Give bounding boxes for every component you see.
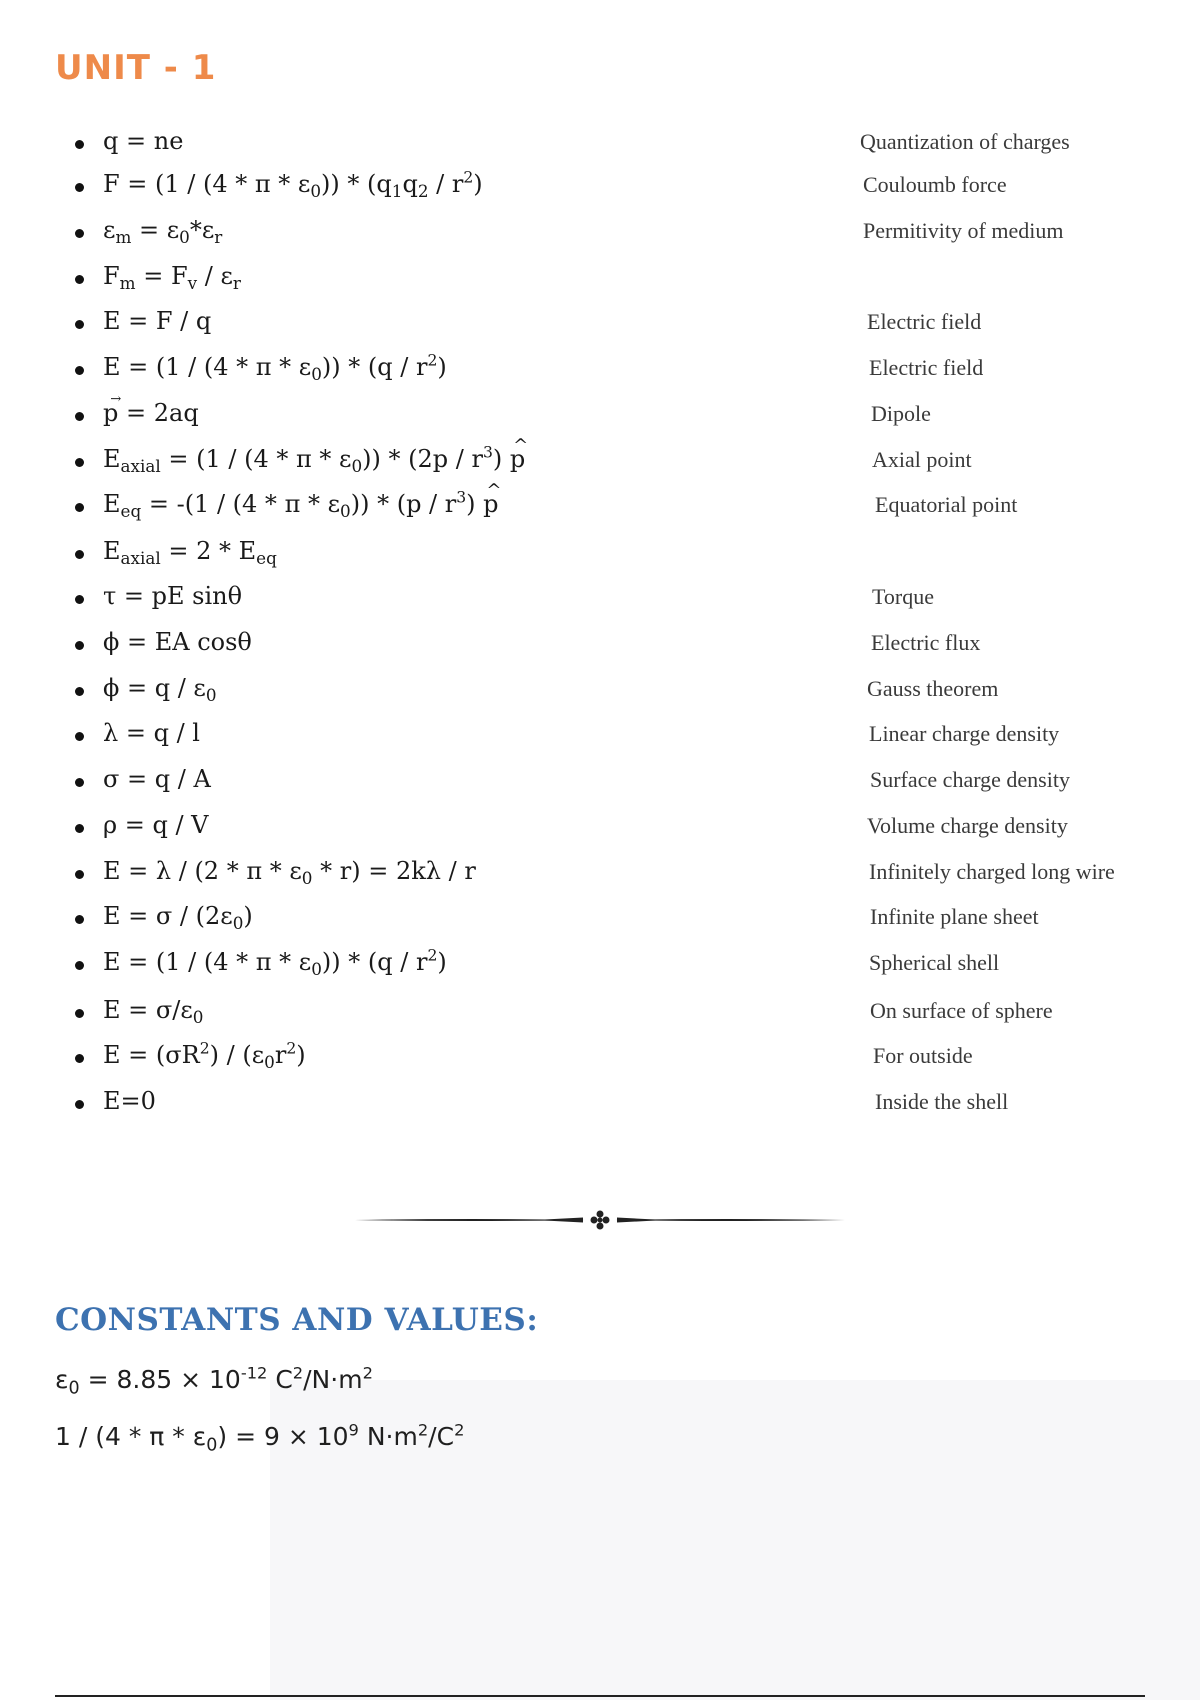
formula-description: Volume charge density (867, 813, 1068, 838)
bullet-icon (75, 687, 84, 696)
formula-row (75, 717, 1135, 757)
formula: $E = \sigma/\varepsilon_0$ (103, 996, 204, 1028)
formula-description: Axial point (872, 447, 972, 472)
formula-row (75, 1085, 1135, 1125)
formula-row (75, 672, 1135, 712)
formula-description: Electric flux (871, 630, 981, 655)
bullet-icon (75, 1054, 84, 1063)
formula-row (75, 397, 1135, 437)
formula-description: Equatorial point (875, 492, 1018, 517)
constants-title: CONSTANTS AND VALUES: (55, 1302, 539, 1338)
formula: E = F / q (103, 307, 212, 335)
bottom-rule (55, 1695, 1145, 1697)
constant-coulomb: $1 / (4 * \pi * \varepsilon_0) = 9 \times 10^9$ $N\cdot m^2/C^2$ (55, 1420, 465, 1456)
ornament-divider (355, 1208, 845, 1232)
formula-description: Surface charge density (870, 767, 1070, 792)
formula-description: Electric field (869, 355, 984, 380)
constant-permittivity: $\varepsilon_0 = 8.85 \times 10^{-12}$ $C^2/N\cdot m^2$ (55, 1363, 373, 1399)
formula-description: Gauss theorem (867, 676, 999, 701)
bullet-icon (75, 550, 84, 559)
unit-title: UNIT - 1 (55, 48, 217, 88)
bullet-icon (75, 824, 84, 833)
bullet-icon (75, 1100, 84, 1109)
formula: q = ne (103, 127, 184, 155)
formula-row (75, 580, 1135, 620)
bullet-icon (75, 915, 84, 924)
formula-row (75, 351, 1135, 391)
formula-row (75, 855, 1135, 895)
formula-description: Torque (872, 584, 934, 609)
formula-row (75, 763, 1135, 803)
formula-row (75, 900, 1135, 940)
formula: $F = (1 / (4 * \pi * \varepsilon_0)) * (q_1q_2 / r^2)$ (103, 168, 483, 202)
formula-row (75, 946, 1135, 986)
bullet-icon (75, 870, 84, 879)
formula-description: Infinite plane sheet (870, 904, 1039, 929)
formula: $E = \sigma / (2\varepsilon_0)$ (103, 902, 253, 934)
bullet-icon (75, 503, 84, 512)
bullet-icon (75, 140, 84, 149)
formula: $E = (\sigma R^2) / (\varepsilon_0r^2)$ (103, 1039, 306, 1073)
bullet-icon (75, 275, 84, 284)
formula-description: Infinitely charged long wire (869, 859, 1115, 884)
formula-description: On surface of sphere (870, 998, 1053, 1023)
formula-description: Electric field (867, 309, 982, 334)
formula: τ = pE sinθ (103, 582, 243, 610)
formula-description: Dipole (871, 401, 931, 426)
formula-description: Spherical shell (869, 950, 1000, 975)
formula-row (75, 125, 1135, 165)
bullet-icon (75, 320, 84, 329)
formula-description: Linear charge density (869, 721, 1060, 746)
formula: $E_{eq} = -(1 / (4 * \pi * \varepsilon_0)) * (p / r^3)$ ^ p (103, 490, 499, 518)
formula-row (75, 260, 1135, 300)
formula-row (75, 443, 1135, 483)
formula-row (75, 626, 1135, 666)
formula-row (75, 214, 1135, 254)
formula-row (75, 994, 1135, 1034)
formula: p → = 2aq (103, 399, 199, 427)
formula: E=0 (103, 1087, 156, 1115)
bullet-icon (75, 595, 84, 604)
formula: $\phi = q / \varepsilon_0$ (103, 674, 217, 706)
bullet-icon (75, 961, 84, 970)
formula: $E = (1 / (4 * \pi * \varepsilon_0)) * (q / r^2)$ (103, 351, 447, 385)
formula-description: Quantization of charges (860, 129, 1070, 154)
bullet-icon (75, 412, 84, 421)
bullet-icon (75, 1009, 84, 1018)
formula-row (75, 488, 1135, 528)
bullet-icon (75, 778, 84, 787)
formula: $\varepsilon_m = \varepsilon_0*\varepsilon_r$ (103, 216, 223, 248)
formula-description: Permitivity of medium (863, 218, 1064, 243)
bullet-icon (75, 732, 84, 741)
formula-description: Couloumb force (863, 172, 1007, 197)
formula: λ = q / l (103, 719, 200, 747)
formula: ϕ = EA cosθ (103, 628, 252, 656)
formula-row (75, 809, 1135, 849)
formula: ρ = q / V (103, 811, 209, 839)
bullet-icon (75, 366, 84, 375)
formula-row (75, 305, 1135, 345)
formula: σ = q / A (103, 765, 211, 793)
bullet-icon (75, 183, 84, 192)
formula: $E = \lambda / (2 * \pi * \varepsilon_0 * r) = 2k\lambda / r$ (103, 857, 476, 889)
formula: $E_{axial} = 2 * E_{eq}$ (103, 537, 277, 569)
formula-row (75, 168, 1135, 208)
bullet-icon (75, 229, 84, 238)
formula: $E = (1 / (4 * \pi * \varepsilon_0)) * (q / r^2)$ (103, 946, 447, 980)
formula-description: For outside (873, 1043, 973, 1068)
formula-row (75, 535, 1135, 575)
bullet-icon (75, 641, 84, 650)
formula: $F_m = F_v / \varepsilon_r$ (103, 262, 241, 294)
bullet-icon (75, 458, 84, 467)
formula-description: Inside the shell (875, 1089, 1009, 1114)
formula-row (75, 1039, 1135, 1079)
formula: $E_{axial} = (1 / (4 * \pi * \varepsilon_0)) * (2p / r^3)$ ^ p (103, 445, 525, 473)
